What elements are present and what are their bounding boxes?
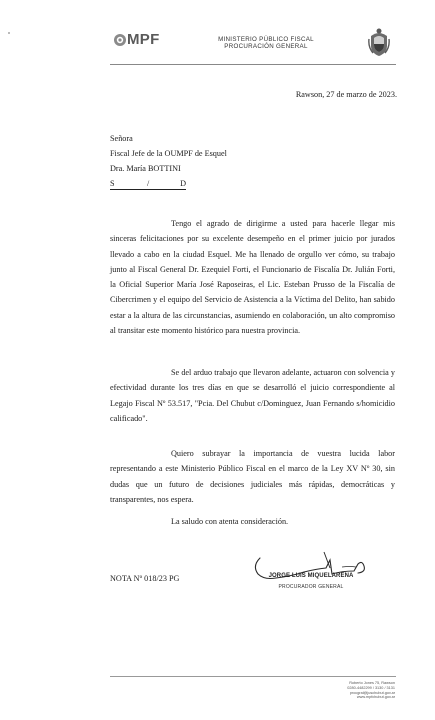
mpf-logo-icon xyxy=(113,33,127,47)
ministry-name: MINISTERIO PÚBLICO FISCAL xyxy=(218,36,314,43)
signer-office: PROCURADOR GENERAL xyxy=(278,584,344,590)
recipient-title: Fiscal Jefe de la OUMPF de Esquel xyxy=(110,149,227,158)
sd-slash: / xyxy=(147,179,150,188)
mpf-logo-text: MPF xyxy=(127,31,160,48)
note-number: NOTA Nº 018/23 PG xyxy=(110,574,180,583)
sd-letter-d: D xyxy=(180,179,186,188)
body-paragraph-1: Tengo el agrado de dirigirme a usted para hacerle llegar mis sinceras felicitaciones por su excelente desempeño en el primer juicio por jurados llevado a cabo en la ciudad Esquel. Me ha llenado de orgullo ver cómo, su trabajo junto al Fiscal General Dr. Ezequiel Forti, el Funcionario de Fiscalía Dr. Julián Forti, la Oficial Superior María José Raposeiras, el Lic. Esteban Prusso de la Fiscalía de Cibercrimen y el equipo del Servicio de Asistencia a la Víctima del Delito, han sabido estar a la altura de las circunstancias, asumiendo en colaboración, un alto compromiso al transitar este momento histórico para nuestra provincia. xyxy=(110,219,395,336)
sd-letter-s: S xyxy=(110,179,115,188)
signer-name: JORGE LUIS MIQUELARENA xyxy=(268,573,354,579)
letter-date: Rawson, 27 de marzo de 2023. xyxy=(295,90,397,99)
closing-line: La saludo con atenta consideración. xyxy=(171,517,289,526)
footer-website: www.mpfchubut.gov.ar xyxy=(356,695,395,700)
office-name: PROCURACIÓN GENERAL xyxy=(224,43,308,51)
salutation: Señora xyxy=(110,134,133,143)
footer-divider xyxy=(110,676,396,677)
body-paragraph-2: Se del arduo trabajo que llevaron adelante, actuaron con solvencia y efectividad durante los tres días en que se desarrolló el juicio correspondiente al Legajo Fiscal Nº 53.517, "Pcia. Del Chubut c/Dominguez, Juan Fernando s/homicidio calificado". xyxy=(110,368,395,423)
scan-mark xyxy=(8,32,10,34)
footer-email: procgral@juschubut.gov.ar xyxy=(349,690,395,695)
recipient-name: Dra. María BOTTINI xyxy=(110,164,181,173)
su-despacho-line xyxy=(110,178,186,190)
footer-contact xyxy=(347,681,395,700)
footer-address: Roberto Jones 75, Rawson xyxy=(349,681,395,685)
provincial-crest-icon xyxy=(368,27,390,57)
header-divider xyxy=(110,64,396,65)
ministry-heading xyxy=(202,36,330,51)
footer-phone: 0280-4482299 / 3130 / 3131 xyxy=(347,685,395,690)
body-paragraph-3: Quiero subrayar la importancia de vuestra lucida labor representando a este Ministerio Público Fiscal en el marco de la Ley XV Nº 30, sin dudas que un futuro de decisiones judiciales más rápidas, democráticas y transparentes, nos espera. xyxy=(110,449,395,504)
